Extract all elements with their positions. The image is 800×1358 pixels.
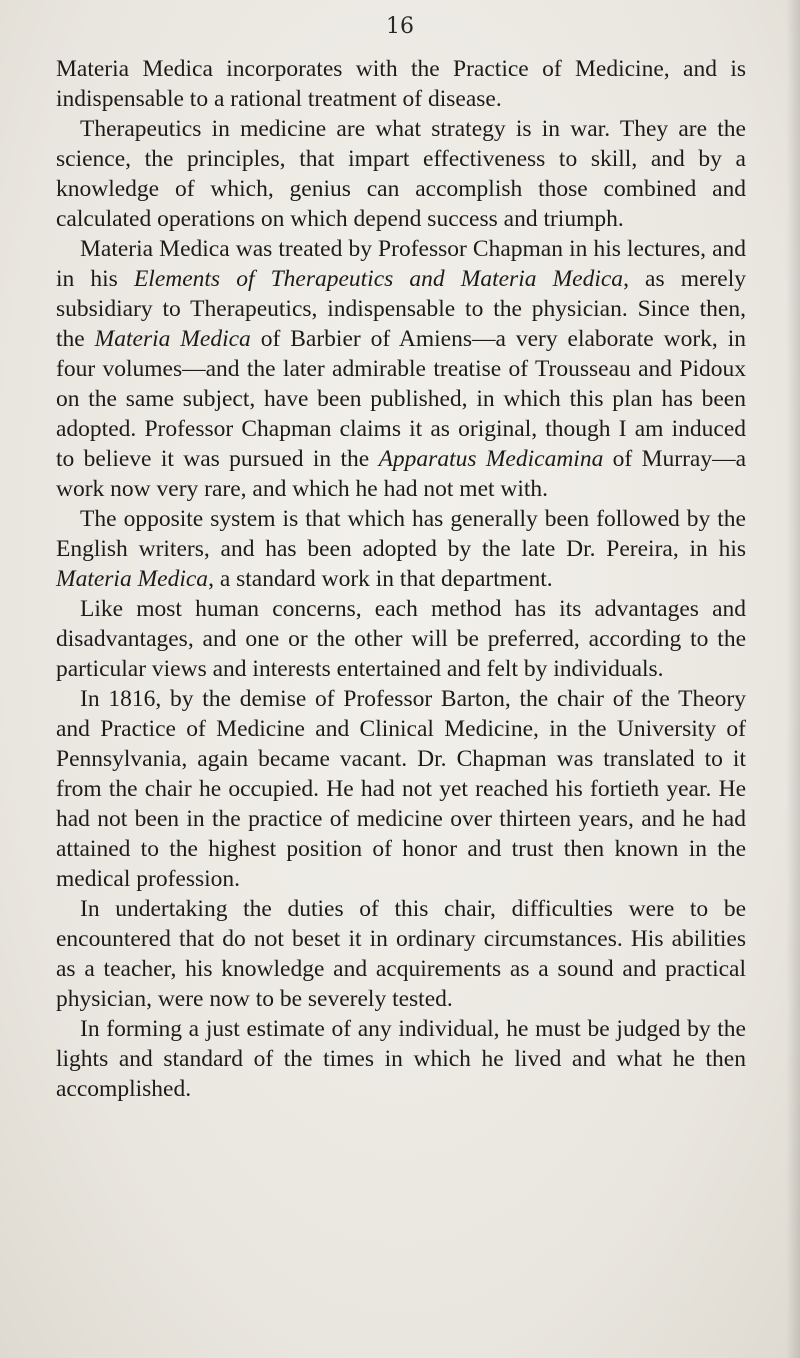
- italic-title: Elements of Therapeutics and Materia Medica: [133, 266, 624, 292]
- paragraph-2: Therapeutics in medicine are what strategy is in war. They are the science, the principles, that impart effectiveness to skill, and by a knowledge of which, genius can accomplish those combined and calculated operations on which depend success and triumph.: [56, 116, 746, 232]
- paragraph-8: In forming a just estimate of any individual, he must be judged by the lights and standard of the times in which he lived and what he then accomplished.: [56, 1016, 746, 1102]
- paragraph-3: Materia Medica was treated by Professor Chapman in his lectures, and in his Elements of Therapeutics and Materia Medica, as merely subsidiary to Therapeutics, indispensable to the physician. Since then, the Materia Medica of Barbier of Amiens—a very elaborate work, in four volumes—and the later admirable treatise of Trousseau and Pidoux on the same subject, have been published, in which this plan has been adopted. Professor Chapman claims it as original, though I am induced to believe it was pursued in the Apparatus Medicamina of Murray—a work now very rare, and which he had not met with.: [56, 236, 747, 502]
- page-number: 16: [386, 14, 414, 39]
- italic-title: Materia Medica: [56, 566, 209, 592]
- page-edge-shadow: [786, 0, 800, 1358]
- italic-title: Materia Medica: [94, 326, 251, 352]
- paragraph-7: In undertaking the duties of this chair, difficulties were to be encountered that do not beset it in ordinary circumstances. His abilities as a teacher, his knowledge and acquirements as a sound and practical physician, were now to be severely tested.: [56, 896, 746, 1012]
- italic-title: Apparatus Medicamina: [378, 446, 604, 472]
- body-text: [56, 54, 746, 1104]
- paragraph-4: The opposite system is that which has generally been followed by the English writers, and has been adopted by the late Dr. Pereira, in his Materia Medica, a standard work in that department.: [56, 506, 746, 592]
- paragraph-5: Like most human concerns, each method has its advantages and disadvantages, and one or the other will be preferred, according to the particular views and interests entertained and felt by individuals.: [56, 596, 746, 682]
- paragraph-6: In 1816, by the demise of Professor Barton, the chair of the Theory and Practice of Medicine and Clinical Medicine, in the University of Pennsylvania, again became vacant. Dr. Chapman was translated to it from the chair he occupied. He had not yet reached his fortieth year. He had not been in the practice of medicine over thirteen years, and he had attained to the highest position of honor and trust then known in the medical profession.: [56, 686, 746, 892]
- paragraph-1: Materia Medica incorporates with the Practice of Medicine, and is indispensable to a rational treatment of disease.: [56, 56, 746, 112]
